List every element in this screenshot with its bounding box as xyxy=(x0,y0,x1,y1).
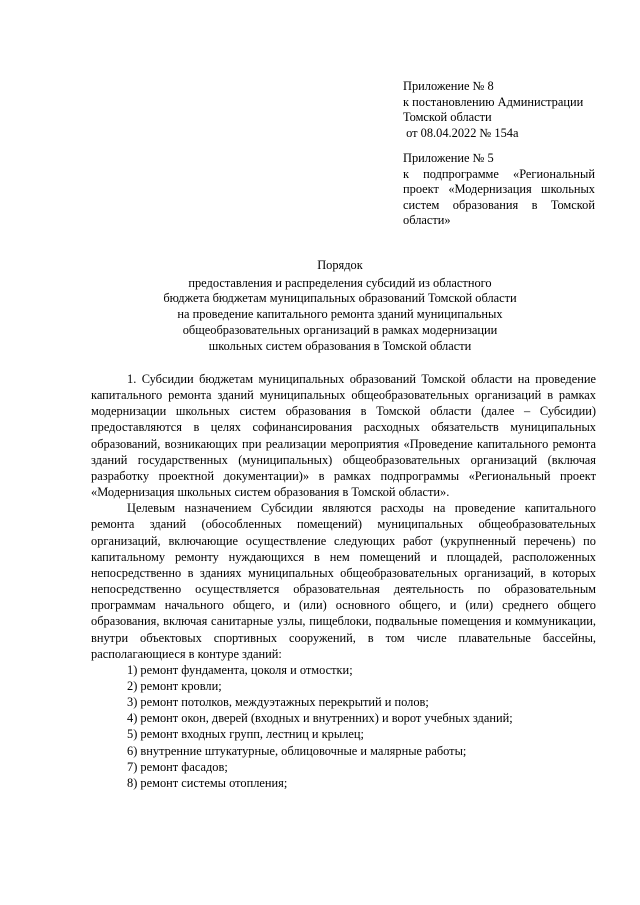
appendix-text: к подпрограмме «Региональный проект «Модернизация школьных систем образования в Томской области» xyxy=(403,166,595,228)
appendix-header-8 xyxy=(403,79,595,141)
paragraph: 1. Субсидии бюджетам муниципальных образований Томской области на проведение капитального ремонта зданий муниципальных общеобразовательных организаций в рамках модернизации школьных систем образования в Томской области (далее – Субсидии) предоставляются в целях софинансирования расходных обязательств муниципальных образований, возникающих при реализации мероприятия «Проведение капитального ремонта зданий государственных (муниципальных) общеобразовательных организаций (включая разработку проектной документации)» в рамках подпрограммы «Региональный проект «Модернизация школьных систем образования в Томской области». xyxy=(91,372,596,500)
paragraph: Целевым назначением Субсидии являются расходы на проведение капитального ремонта зданий (обособленных помещений) муниципальных общеобразовательных организаций, включающие осуществление следующих работ (укрупненный перечень) по капитальному ремонту нуждающихся в нем помещений и площадей, расположенных непосредственно в зданиях муниципальных общеобразовательных организаций, в которых непосредственно осуществляется образовательная деятельность по образовательным программам начального общего, и (или) основного общего, и (или) среднего общего образования, включая санитарные узлы, пищеблоки, подвальные помещения и коммуникации, внутри объектовых спортивных сооружений, в том числе плавательные бассейны, располагающиеся в контуре зданий: xyxy=(91,501,596,661)
title-line: общеобразовательных организаций в рамках модернизации xyxy=(182,322,498,337)
list-item: 6) внутренние штукатурные, облицовочные и малярные работы; xyxy=(127,743,467,758)
document-body xyxy=(91,371,596,791)
list-item: 1) ремонт фундамента, цоколя и отмостки; xyxy=(127,662,353,677)
title-line: предоставления и распределения субсидий из областного xyxy=(188,275,492,290)
list-item: 5) ремонт входных групп, лестниц и крылец; xyxy=(127,727,364,742)
title-line: на проведение капитального ремонта зданий муниципальных xyxy=(177,307,503,322)
list-item: 4) ремонт окон, дверей (входных и внутренних) и ворот учебных зданий; xyxy=(127,711,513,726)
appendix-line: Приложение № 8 xyxy=(403,79,494,93)
appendix-line: Томской области xyxy=(403,110,492,125)
list-item: 8) ремонт системы отопления; xyxy=(127,775,288,790)
document-title xyxy=(60,258,620,354)
list-item: 2) ремонт кровли; xyxy=(127,678,222,693)
appendix-line: от 08.04.2022 № 154а xyxy=(403,125,519,140)
list-item: 7) ремонт фасадов; xyxy=(127,759,228,774)
appendix-line: Приложение № 5 xyxy=(403,151,494,165)
title-line: бюджета бюджетам муниципальных образований Томской области xyxy=(163,291,517,306)
list-item: 3) ремонт потолков, междуэтажных перекрытий и полов; xyxy=(127,695,429,710)
title-line: школьных систем образования в Томской области xyxy=(208,338,472,353)
title-heading: Порядок xyxy=(317,258,363,272)
appendix-line: к постановлению Администрации xyxy=(403,94,584,109)
appendix-header-5 xyxy=(403,151,595,229)
